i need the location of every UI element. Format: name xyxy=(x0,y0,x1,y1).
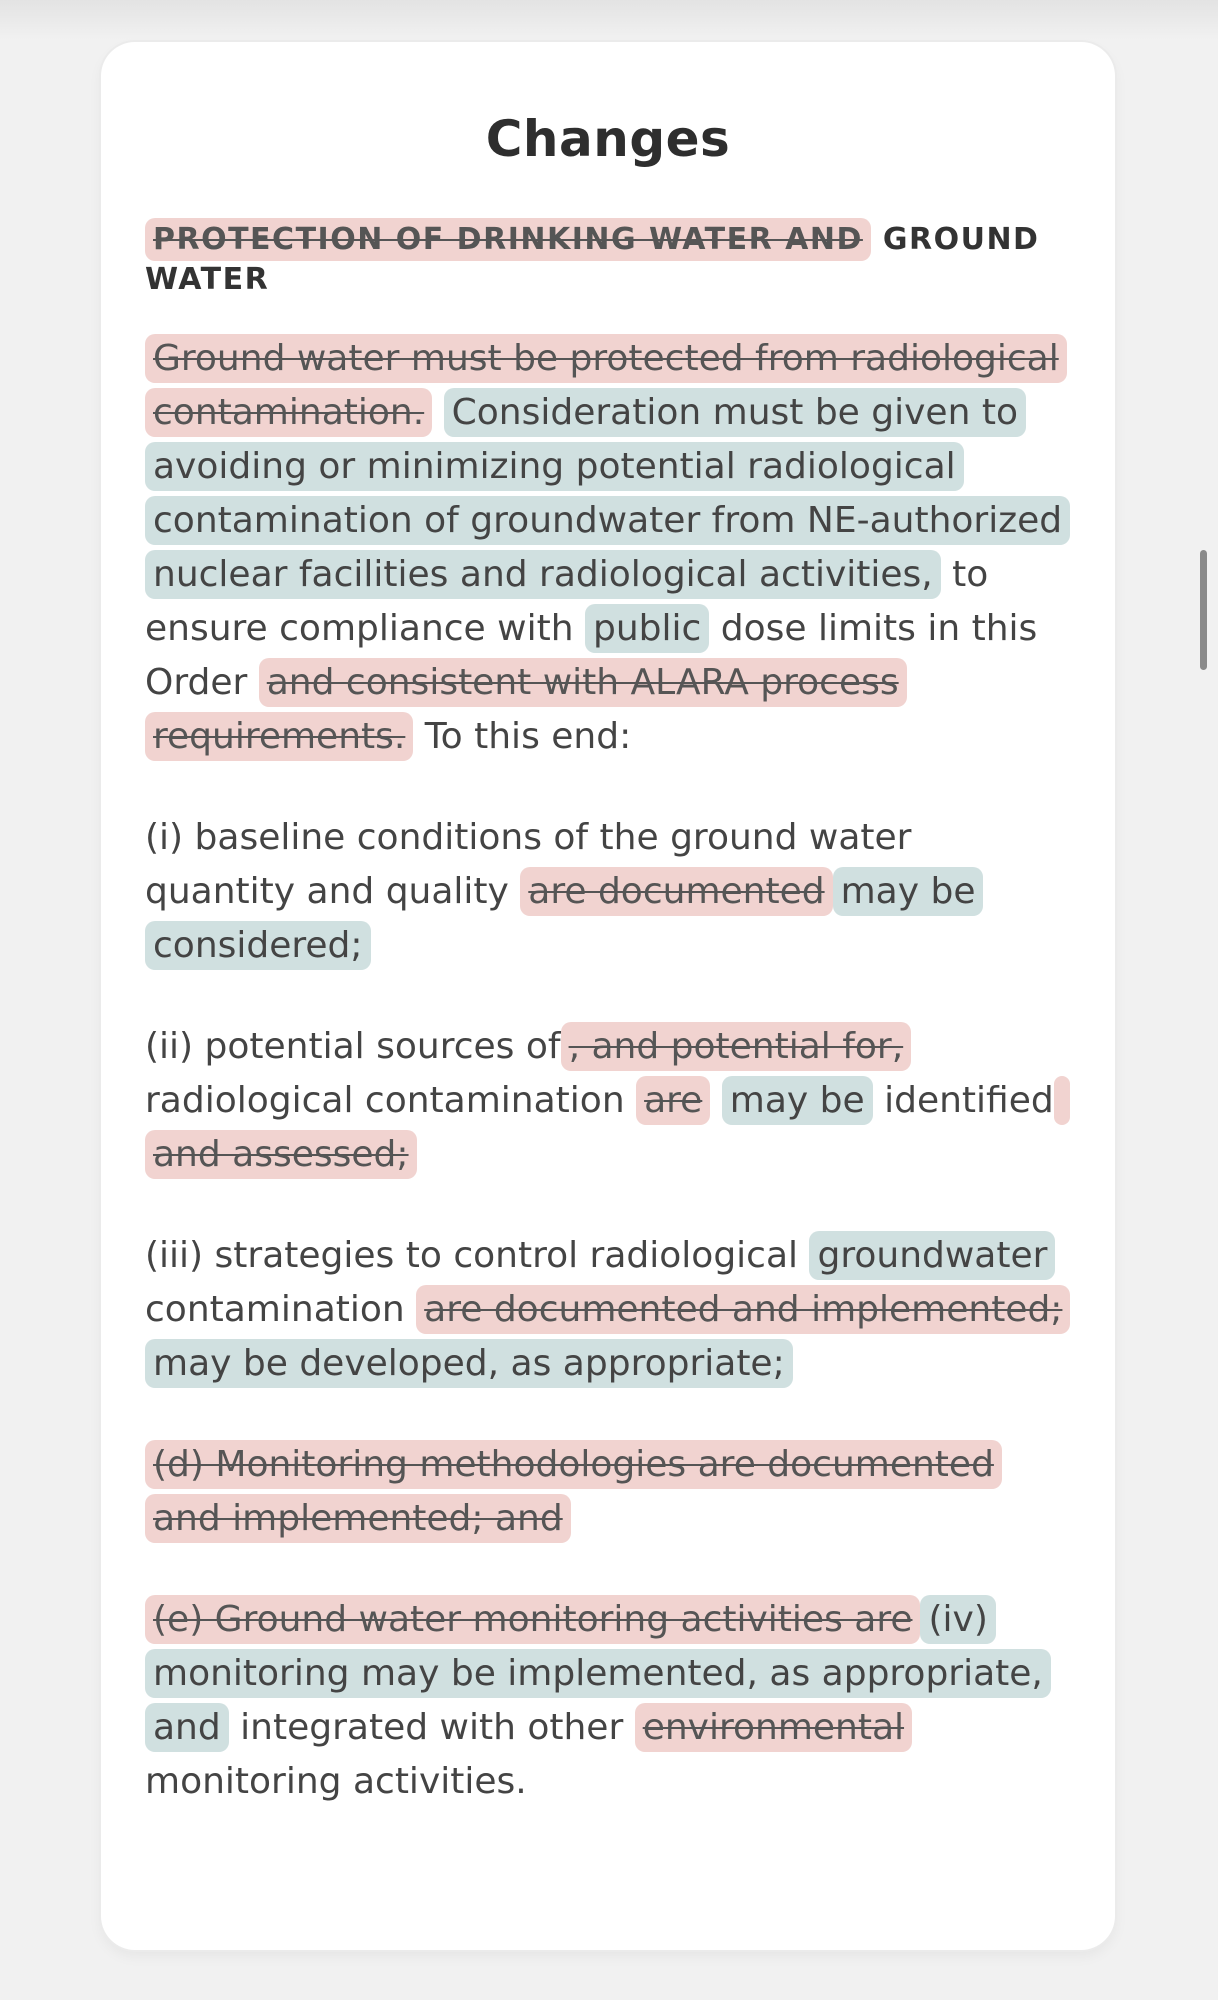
unchanged-text: To this end: xyxy=(413,716,632,757)
deleted-text: and assessed; xyxy=(145,1076,1070,1179)
deleted-text: (e) Ground water monitoring activities are xyxy=(145,1595,920,1644)
inserted-text: may be developed, as appropriate; xyxy=(145,1339,793,1388)
unchanged-text: (iii) strategies to control radiological xyxy=(145,1235,810,1276)
paragraph-intro xyxy=(145,332,1071,764)
inserted-text: may be xyxy=(722,1076,873,1125)
page-title: Changes xyxy=(485,110,731,168)
deleted-text: and consistent with ALARA process requirements. xyxy=(145,658,907,761)
unchanged-text: to ensure compliance with xyxy=(145,554,989,649)
unchanged-text: integrated with other xyxy=(228,1707,635,1748)
top-shadow xyxy=(0,0,1218,40)
unchanged-text: (i) baseline conditions of the ground water quantity and quality xyxy=(145,817,912,912)
paragraph-item-d xyxy=(145,1438,1071,1546)
deleted-text: (d) Monitoring methodologies are documented and implemented; and xyxy=(145,1440,1002,1543)
inserted-text: groundwater xyxy=(809,1231,1055,1280)
paragraph-item-i xyxy=(145,811,1071,973)
deleted-text: are documented xyxy=(520,867,832,916)
deleted-text: Ground water must be protected from radiological contamination. xyxy=(145,334,1067,437)
deleted-text: , and potential for, xyxy=(561,1022,912,1071)
paragraph-item-iv xyxy=(145,1593,1071,1809)
unchanged-text: contamination xyxy=(145,1289,417,1330)
unchanged-text: monitoring activities. xyxy=(145,1761,527,1802)
inserted-text: public xyxy=(585,604,709,653)
scrollbar-thumb[interactable] xyxy=(1200,550,1207,670)
inserted-text: (iv) monitoring may be implemented, as appropriate, and xyxy=(145,1595,1051,1752)
section-heading xyxy=(145,220,1071,300)
paragraph-item-iii xyxy=(145,1229,1071,1391)
inserted-text: may be considered; xyxy=(145,867,983,970)
deleted-text: PROTECTION OF DRINKING WATER AND xyxy=(145,218,871,261)
unchanged-text: dose limits in this Order xyxy=(145,608,1038,703)
deleted-text: are documented and implemented; xyxy=(416,1285,1070,1334)
paragraph-item-ii xyxy=(145,1020,1071,1182)
unchanged-text: identified xyxy=(872,1080,1054,1121)
kept-text: GROUND WATER xyxy=(145,222,1040,297)
unchanged-text: radiological contamination xyxy=(145,1080,637,1121)
unchanged-text: (ii) potential sources of xyxy=(145,1026,561,1067)
deleted-text: environmental xyxy=(635,1703,912,1752)
changes-card xyxy=(101,42,1115,1950)
deleted-text: are xyxy=(636,1076,710,1125)
inserted-text: Consideration must be given to avoiding or minimizing potential radiological contamination of groundwater from NE-authorized nuclear facilities and radiological activities, xyxy=(145,388,1070,599)
